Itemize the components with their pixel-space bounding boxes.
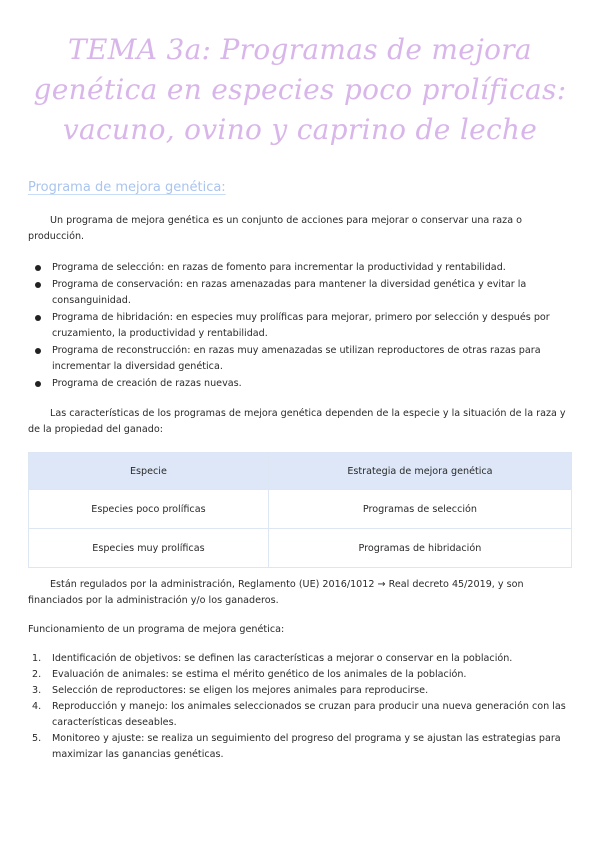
- step-text: Monitoreo y ajuste: se realiza un seguimiento del progreso del programa y se ajustan las estrategias para maximizar las ganancias genéticas.: [52, 733, 561, 760]
- step-number: 1.: [32, 653, 42, 664]
- table-cell: Especies poco prolíficas: [29, 490, 269, 529]
- step-text: Evaluación de animales: se estima el mérito genético de los animales de la población.: [52, 669, 467, 680]
- characteristics-text: Las características de los programas de mejora genética dependen de la especie y la situación de la raza y de la propiedad del ganado:: [28, 408, 566, 435]
- step-text: Identificación de objetivos: se definen las características a mejorar o conservar en la población.: [52, 653, 513, 664]
- list-item: [32, 310, 562, 342]
- step-text: Selección de reproductores: se eligen los mejores animales para reproducirse.: [52, 685, 429, 696]
- list-item-text: Programa de hibridación: en especies muy prolíficas para mejorar, primero por selección y después por cruzamiento, la productividad y rentabilidad.: [52, 312, 550, 339]
- list-item: [30, 683, 575, 699]
- table-cell: Programas de selección: [268, 490, 571, 529]
- characteristics-paragraph: [28, 406, 568, 438]
- functioning-steps-list: [30, 651, 575, 763]
- regulation-paragraph: [28, 577, 568, 609]
- step-number: 2.: [32, 669, 42, 680]
- program-types-list: [32, 260, 562, 393]
- list-item-text: Programa de creación de razas nuevas.: [52, 378, 242, 389]
- step-number: 5.: [32, 733, 42, 744]
- list-item-text: Programa de conservación: en razas amenazadas para mantener la diversidad genética y evitar la consanguinidad.: [52, 279, 527, 306]
- list-item: [32, 343, 562, 375]
- step-number: 4.: [32, 701, 42, 712]
- bullet-icon: [35, 282, 41, 288]
- list-item: [30, 731, 575, 763]
- list-item-text: Programa de reconstrucción: en razas muy amenazadas se utilizan reproductores de otras razas para incrementar la diversidad genética.: [52, 345, 541, 372]
- page-title: TEMA 3a: Programas de mejora genética en especies poco prolíficas: vacuno, ovino y caprino de leche: [33, 33, 567, 146]
- bullet-icon: [35, 265, 41, 271]
- functioning-label: Funcionamiento de un programa de mejora genética:: [28, 624, 285, 635]
- regulation-text: Están regulados por la administración, Reglamento (UE) 2016/1012 → Real decreto 45/2019, y son financiados por la administración y/o los ganaderos.: [28, 579, 524, 606]
- intro-paragraph: [28, 213, 568, 245]
- table-cell: Programas de hibridación: [268, 529, 571, 568]
- list-item-text: Programa de selección: en razas de fomento para incrementar la productividad y rentabilidad.: [52, 262, 506, 273]
- list-item: [30, 651, 575, 667]
- list-item: [32, 277, 562, 309]
- table-row: [29, 529, 572, 568]
- section-heading: Programa de mejora genética:: [28, 180, 226, 195]
- table-row: [29, 490, 572, 529]
- table-header-cell: Estrategia de mejora genética: [268, 453, 571, 490]
- table-header-row: [29, 453, 572, 490]
- list-item: [30, 667, 575, 683]
- list-item: [30, 699, 575, 731]
- bullet-icon: [35, 315, 41, 321]
- step-number: 3.: [32, 685, 42, 696]
- list-item: [32, 260, 562, 276]
- intro-text: Un programa de mejora genética es un conjunto de acciones para mejorar o conservar una raza o producción.: [28, 215, 522, 242]
- bullet-icon: [35, 348, 41, 354]
- step-text: Reproducción y manejo: los animales seleccionados se cruzan para producir una nueva generación con las características deseables.: [52, 701, 566, 728]
- table-header-cell: Especie: [29, 453, 269, 490]
- strategy-table: [28, 452, 572, 568]
- table-cell: Especies muy prolíficas: [29, 529, 269, 568]
- bullet-icon: [35, 381, 41, 387]
- list-item: [32, 376, 562, 392]
